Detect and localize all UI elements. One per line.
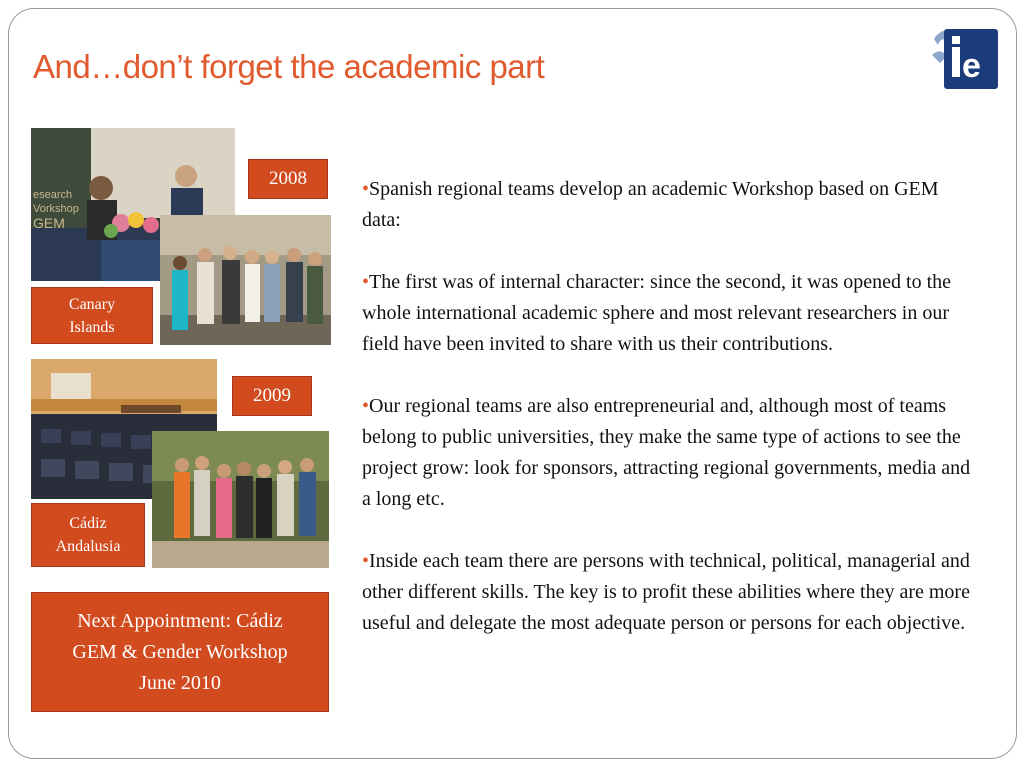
bullet-text: Spanish regional teams develop an academic Workshop based on GEM data: xyxy=(362,178,939,231)
photo-2008-group xyxy=(160,215,331,345)
next-appointment-line-1: Next Appointment: Cádiz xyxy=(77,609,283,632)
place-badge-cadiz-andalusia xyxy=(31,503,145,567)
bullet-text: Inside each team there are persons with technical, political, managerial and other different skills. The key is to profit these abilities where they are more useful and delegate the most adequate person or persons for each objective. xyxy=(362,550,970,634)
bullet-dot: • xyxy=(362,271,370,293)
next-appointment-box xyxy=(31,592,329,712)
bullet-item xyxy=(362,174,972,236)
svg-text:GEM: GEM xyxy=(33,215,65,231)
photo-2009-group xyxy=(152,431,329,568)
bullet-item xyxy=(362,267,972,360)
place-line-1: Canary xyxy=(68,295,116,313)
place-line-2: Andalusia xyxy=(55,538,121,555)
year-badge-2008: 2008 xyxy=(248,159,328,199)
bullet-text: Our regional teams are also entrepreneurial and, although most of teams belong to public universities, they make the same type of actions to see the project grow: look for sponsors, attracting regional governments, media and a long etc. xyxy=(362,395,971,510)
bullet-list xyxy=(362,174,972,670)
bullet-item xyxy=(362,546,972,639)
bullet-text: The first was of internal character: since the second, it was opened to the whole international academic sphere and most relevant researchers in our field have been invited to share with us their contributions. xyxy=(362,271,952,355)
place-badge-canary-islands xyxy=(31,287,153,344)
next-appointment-line-2: GEM & Gender Workshop xyxy=(72,640,288,663)
logo-text: e xyxy=(962,47,981,85)
bullet-dot: • xyxy=(362,178,370,200)
bullet-item xyxy=(362,391,972,515)
ie-logo xyxy=(930,25,1000,91)
bullet-dot: • xyxy=(362,550,370,572)
bullet-dot: • xyxy=(362,395,370,417)
place-line-2: Islands xyxy=(69,318,115,336)
slide-title: And…don’t forget the academic part xyxy=(33,48,545,85)
year-badge-2009: 2009 xyxy=(232,376,312,416)
svg-text:Vorkshop: Vorkshop xyxy=(33,203,79,215)
place-line-1: Cádiz xyxy=(69,515,107,532)
svg-text:esearch: esearch xyxy=(33,189,73,201)
next-appointment-line-3: June 2010 xyxy=(139,671,221,694)
